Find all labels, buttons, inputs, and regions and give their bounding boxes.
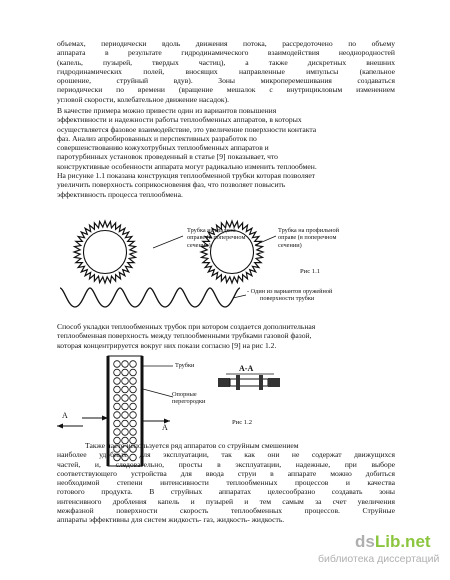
- bundle-tube: [130, 386, 137, 393]
- bundle-tube: [130, 395, 137, 402]
- text-line: аппараты эффективны для систем жидкость- газ, жидкость- жидкость.: [57, 515, 285, 525]
- text-line: интенсивного дробления капель и пузырей и тем самым за счет увеличения: [57, 496, 395, 506]
- bundle-tube: [114, 369, 121, 376]
- text-line: конструктивные особенности аппарата могут радикально изменить теплообмен.: [57, 161, 317, 171]
- leader-line: [143, 389, 173, 397]
- bundle-tube: [122, 412, 129, 419]
- bundle-tube: [122, 420, 129, 427]
- label-support-baffles: Опорные перегородки: [172, 391, 206, 406]
- bundle-tube: [130, 429, 137, 436]
- text-line: частей, и, следовательно, просты в эксплуатации, надежные, при выборе: [57, 459, 395, 469]
- text-line: соответствующего устройства для ввода струи в аппарате можно добиться: [57, 468, 395, 478]
- text-line: угловой скорости, колебательное движение насадок).: [57, 94, 230, 104]
- text-line: увеличить поверхность соприкосновения фаз, что позволяет повысить: [57, 180, 286, 190]
- watermark-brand-prefix: ds: [355, 532, 375, 551]
- paragraph-4: [57, 441, 395, 525]
- text-line: которая концентрируется вокруг них покази согласно [9] на рис 1.2.: [57, 340, 277, 350]
- tube-end: [268, 378, 280, 387]
- bundle-tube: [122, 369, 129, 376]
- arrow-label-right: A: [162, 423, 168, 432]
- label-smooth-mandrel: Трубка на гладкой оправе (в поперечном сечении): [187, 227, 246, 249]
- paragraph-3: [57, 322, 395, 350]
- text-line: (капель, пузырей, твердых частиц), а также дискретных внешних: [57, 57, 395, 67]
- bundle-tube: [130, 420, 137, 427]
- support-baffle: [259, 375, 263, 390]
- text-line: объемах, периодически вдоль движения потока, рассредоточено по объему: [57, 39, 395, 48]
- smooth-mandrel-tube-cross-section: [74, 221, 136, 283]
- bundle-tube: [114, 412, 121, 419]
- bundle-tube: [122, 395, 129, 402]
- text-line: На рисунке 1.1 показана конструкция теплообменной трубки которая позволяет: [57, 171, 316, 181]
- section-a-a-label: A-A: [239, 364, 254, 373]
- text-line: В качестве примера можно привести один из вариантов повышения: [57, 106, 277, 115]
- label-tubes: Трубки: [175, 362, 195, 369]
- bundle-tube: [114, 403, 121, 410]
- watermark-subtitle: библиотека диссертаций: [318, 553, 440, 565]
- bundle-tube: [130, 361, 137, 368]
- text-line: фаз. Анализ апробированных и перспективных разработок по: [57, 133, 257, 143]
- bundle-tube: [114, 386, 121, 393]
- bundle-tube: [122, 378, 129, 385]
- watermark-brand-main: Lib.net: [374, 532, 431, 551]
- text-line: межфазной поверхности скорость теплообменных процессов. Струйные: [57, 506, 395, 516]
- bundle-tube: [122, 386, 129, 393]
- text-line: периодически по времени (вращение мешалок с внутрицикловым изменением: [57, 85, 395, 95]
- text-line: Также часто используется ряд аппаратов со струйным смешением: [85, 441, 299, 450]
- smooth-tube-inner-circle: [84, 231, 127, 274]
- profiled-tube-surface-profile: [60, 288, 240, 307]
- leader-line: [153, 236, 183, 248]
- section-a-a-drawing: [218, 374, 280, 390]
- arrow-head: [57, 424, 63, 429]
- bundle-tube: [130, 412, 137, 419]
- bundle-tube: [114, 429, 121, 436]
- bundle-tube: [114, 395, 121, 402]
- bundle-tube: [114, 420, 121, 427]
- label-profiled-mandrel: Трубка на профильной оправе (в поперечном сечении): [278, 227, 340, 249]
- text-line: наиболее удобных для эксплуатации, так как они не содержат движущихся: [57, 450, 395, 460]
- text-line: эффективность процесса теплообмена.: [57, 189, 183, 199]
- bundle-tube: [122, 403, 129, 410]
- watermark-logo: [355, 532, 431, 552]
- figure-1-1-caption: Рис 1.1: [300, 268, 321, 275]
- variant-note: - Один из вариантов оружейной поверхности трубки: [247, 288, 333, 303]
- text-line: осуществляется фазовое взаимодействие, это увеличение поверхности контакта: [57, 124, 317, 134]
- bundle-tube: [130, 369, 137, 376]
- support-baffle: [236, 375, 240, 390]
- text-line: аппарата в результате гидродинамического взаимодействия неоднородностей: [57, 48, 395, 58]
- bundle-tube: [114, 378, 121, 385]
- bundle-tube: [122, 361, 129, 368]
- bundle-tube: [122, 429, 129, 436]
- bundle-tube: [130, 403, 137, 410]
- text-line: совершенствованию кожухотрубных теплообменных аппаратов и: [57, 143, 269, 153]
- text-line: теплообменная поверхность между теплообменными трубками газовой фазой,: [57, 331, 312, 341]
- tube-end: [218, 378, 230, 387]
- text-line: готового продукта. В струйных аппаратах целесообразно создавать зоны: [57, 487, 395, 497]
- text-line: паротурбинных установок проведенный в статье [9] показывает, что: [57, 152, 278, 162]
- text-line: орошение, струйный вдув). Зоны микроперемешивания создаваться: [57, 76, 395, 86]
- text-line: эффективности и надежности работы теплообменных аппаратов, в которых: [57, 115, 302, 125]
- bundle-tube: [130, 378, 137, 385]
- bundle-tube: [114, 361, 121, 368]
- text-line: гидродинамических полей, вносящих направленные импульсы (капельное: [57, 66, 395, 76]
- text-line: Способ укладки теплообменных трубок при котором создается дополнительная: [57, 322, 316, 331]
- arrow-label-left: A: [62, 411, 68, 420]
- text-line: необходимой степени интенсивности теплообменных процессов и качества: [57, 478, 395, 488]
- figure-1-2-caption: Рис 1.2: [232, 419, 253, 426]
